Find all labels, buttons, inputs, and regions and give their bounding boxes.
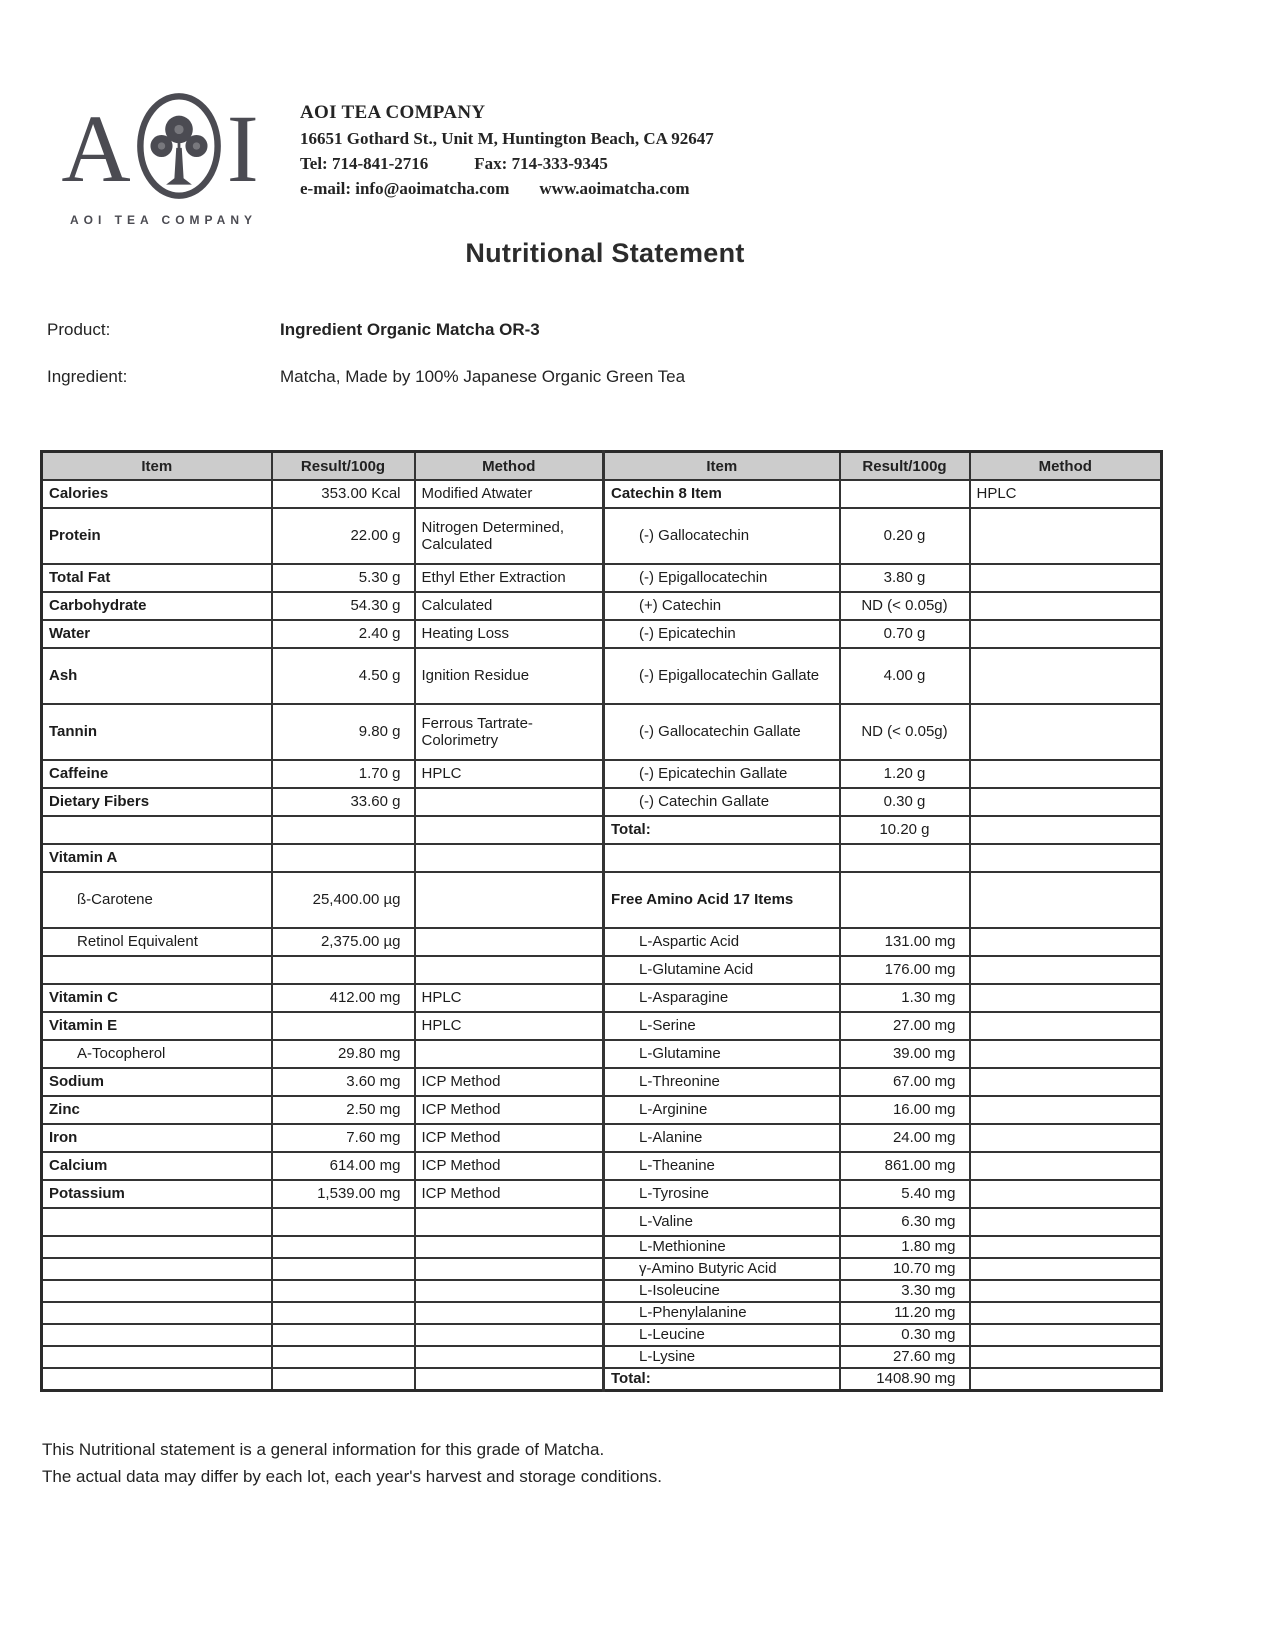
item-cell: (-) Catechin Gallate [604,788,840,816]
method-cell [970,788,1162,816]
method-cell [970,1258,1162,1280]
table-row [42,1096,1162,1124]
result-cell [272,1346,415,1368]
item-cell: Retinol Equivalent [42,928,272,956]
result-cell: 2.50 mg [272,1096,415,1124]
result-cell: 10.70 mg [840,1258,970,1280]
item-cell: Potassium [42,1180,272,1208]
column-header-result-right: Result/100g [840,452,970,481]
table-row [42,844,1162,872]
table-row [42,592,1162,620]
method-cell [970,564,1162,592]
ingredient-row [47,367,685,387]
result-cell [272,1258,415,1280]
method-cell: HPLC [415,984,604,1012]
item-cell [42,816,272,844]
item-cell: Tannin [42,704,272,760]
product-row [47,320,540,340]
item-cell: Total Fat [42,564,272,592]
result-cell: 11.20 mg [840,1302,970,1324]
item-cell: Ash [42,648,272,704]
method-cell: ICP Method [415,1152,604,1180]
result-cell [272,1324,415,1346]
table-row [42,1152,1162,1180]
item-cell [42,1368,272,1390]
result-cell: 39.00 mg [840,1040,970,1068]
result-cell [840,872,970,928]
result-cell [840,480,970,508]
method-cell [415,1368,604,1390]
method-cell [415,1280,604,1302]
table-row [42,760,1162,788]
result-cell [272,1280,415,1302]
company-website: www.aoimatcha.com [539,179,690,198]
result-cell: 0.30 mg [840,1324,970,1346]
item-cell: L-Isoleucine [604,1280,840,1302]
company-tel: Tel: 714-841-2716 [300,154,429,173]
method-cell [415,1040,604,1068]
result-cell [272,1012,415,1040]
result-cell: 5.30 g [272,564,415,592]
item-cell: Vitamin C [42,984,272,1012]
table-header-row [42,452,1162,481]
result-cell: 176.00 mg [840,956,970,984]
tree-in-oval-icon [133,90,225,207]
item-cell [42,1324,272,1346]
table-row [42,1324,1162,1346]
result-cell: 4.00 g [840,648,970,704]
result-cell: 0.70 g [840,620,970,648]
result-cell [840,844,970,872]
item-cell: L-Leucine [604,1324,840,1346]
result-cell: 27.60 mg [840,1346,970,1368]
result-cell: 1.70 g [272,760,415,788]
item-cell: (-) Epigallocatechin [604,564,840,592]
product-label: Product: [47,320,111,339]
method-cell [970,1324,1162,1346]
ingredient-value: Matcha, Made by 100% Japanese Organic Green Tea [280,367,686,386]
nutrition-table [40,450,1163,1392]
method-cell [970,816,1162,844]
item-cell: Calcium [42,1152,272,1180]
item-cell [42,1258,272,1280]
column-header-item-right: Item [604,452,840,481]
method-cell [415,1208,604,1236]
method-cell [970,1040,1162,1068]
footer-line-2: The actual data may differ by each lot, each year's harvest and storage conditions. [42,1467,663,1487]
method-cell [970,1346,1162,1368]
result-cell: 3.30 mg [840,1280,970,1302]
result-cell: 5.40 mg [840,1180,970,1208]
result-cell: 614.00 mg [272,1152,415,1180]
method-cell [970,1280,1162,1302]
item-cell: Caffeine [42,760,272,788]
result-cell: 4.50 g [272,648,415,704]
item-cell: Water [42,620,272,648]
column-header-result-left: Result/100g [272,452,415,481]
item-cell: L-Arginine [604,1096,840,1124]
method-cell [970,844,1162,872]
item-cell: Total: [604,1368,840,1390]
item-cell: L-Aspartic Acid [604,928,840,956]
table-row [42,480,1162,508]
method-cell: ICP Method [415,1124,604,1152]
result-cell: 67.00 mg [840,1068,970,1096]
method-cell [970,1152,1162,1180]
result-cell: 10.20 g [840,816,970,844]
method-cell [970,872,1162,928]
result-cell: ND (< 0.05g) [840,704,970,760]
column-header-item-left: Item [42,452,272,481]
result-cell [272,844,415,872]
result-cell: 24.00 mg [840,1124,970,1152]
result-cell: 54.30 g [272,592,415,620]
table-row [42,1258,1162,1280]
item-cell: Zinc [42,1096,272,1124]
item-cell: L-Asparagine [604,984,840,1012]
method-cell [970,1124,1162,1152]
item-cell [42,956,272,984]
method-cell: ICP Method [415,1096,604,1124]
item-cell: Free Amino Acid 17 Items [604,872,840,928]
item-cell: Dietary Fibers [42,788,272,816]
table-row [42,1068,1162,1096]
item-cell: A-Tocopherol [42,1040,272,1068]
column-header-method-left: Method [415,452,604,481]
item-cell: L-Methionine [604,1236,840,1258]
item-cell: (-) Epigallocatechin Gallate [604,648,840,704]
method-cell: HPLC [415,1012,604,1040]
method-cell: ICP Method [415,1068,604,1096]
method-cell [415,928,604,956]
result-cell: 2,375.00 µg [272,928,415,956]
logo-letter-a: A [61,94,131,202]
table-row [42,1180,1162,1208]
item-cell: L-Tyrosine [604,1180,840,1208]
result-cell [272,956,415,984]
table-row [42,872,1162,928]
result-cell [272,1302,415,1324]
method-cell [415,872,604,928]
method-cell [970,928,1162,956]
method-cell [415,956,604,984]
result-cell: 27.00 mg [840,1012,970,1040]
aoi-logo [61,90,259,227]
method-cell: Heating Loss [415,620,604,648]
ingredient-label: Ingredient: [47,367,128,386]
method-cell [415,1346,604,1368]
method-cell: Ferrous Tartrate-Colorimetry [415,704,604,760]
item-cell [42,1236,272,1258]
result-cell: 861.00 mg [840,1152,970,1180]
table-row [42,788,1162,816]
method-cell [970,760,1162,788]
table-row [42,984,1162,1012]
method-cell: HPLC [970,480,1162,508]
table-row [42,508,1162,564]
item-cell: (-) Epicatechin Gallate [604,760,840,788]
item-cell: Vitamin A [42,844,272,872]
result-cell: 1408.90 mg [840,1368,970,1390]
item-cell: L-Alanine [604,1124,840,1152]
company-email: e-mail: info@aoimatcha.com [300,179,510,198]
table-row [42,648,1162,704]
table-row [42,1280,1162,1302]
result-cell: 1,539.00 mg [272,1180,415,1208]
method-cell [970,508,1162,564]
item-cell: Calories [42,480,272,508]
result-cell: 25,400.00 µg [272,872,415,928]
result-cell: 353.00 Kcal [272,480,415,508]
method-cell [970,1096,1162,1124]
method-cell [970,1368,1162,1390]
result-cell: 1.80 mg [840,1236,970,1258]
method-cell [415,788,604,816]
table-row [42,816,1162,844]
item-cell: (+) Catechin [604,592,840,620]
result-cell [272,1208,415,1236]
result-cell: 1.20 g [840,760,970,788]
result-cell [272,816,415,844]
item-cell: Catechin 8 Item [604,480,840,508]
item-cell [42,1280,272,1302]
table-row [42,1346,1162,1368]
item-cell: Total: [604,816,840,844]
result-cell: 0.20 g [840,508,970,564]
method-cell [415,1236,604,1258]
item-cell [42,1346,272,1368]
method-cell: Modified Atwater [415,480,604,508]
item-cell [42,1208,272,1236]
item-cell: Carbohydrate [42,592,272,620]
item-cell: Vitamin E [42,1012,272,1040]
method-cell [415,1324,604,1346]
company-contact-line [300,179,714,199]
page-title: Nutritional Statement [465,238,745,268]
method-cell: Calculated [415,592,604,620]
result-cell: 2.40 g [272,620,415,648]
result-cell: 29.80 mg [272,1040,415,1068]
table-row [42,956,1162,984]
result-cell: 1.30 mg [840,984,970,1012]
company-fax: Fax: 714-333-9345 [474,154,608,173]
item-cell: L-Threonine [604,1068,840,1096]
table-row [42,564,1162,592]
item-cell [42,1302,272,1324]
logo-mark [61,90,259,207]
method-cell [415,1258,604,1280]
item-cell: Protein [42,508,272,564]
result-cell: 7.60 mg [272,1124,415,1152]
result-cell: 33.60 g [272,788,415,816]
method-cell [970,620,1162,648]
method-cell [970,1236,1162,1258]
item-cell [604,844,840,872]
method-cell [970,956,1162,984]
result-cell: 6.30 mg [840,1208,970,1236]
method-cell [415,1302,604,1324]
result-cell: 22.00 g [272,508,415,564]
item-cell: L-Valine [604,1208,840,1236]
result-cell: 16.00 mg [840,1096,970,1124]
result-cell: 9.80 g [272,704,415,760]
method-cell [415,816,604,844]
method-cell: Nitrogen Determined, Calculated [415,508,604,564]
table-row [42,1012,1162,1040]
item-cell: L-Serine [604,1012,840,1040]
item-cell: L-Glutamine [604,1040,840,1068]
column-header-method-right: Method [970,452,1162,481]
logo-caption: AOI TEA COMPANY [70,213,258,227]
table-row [42,928,1162,956]
result-cell: 3.80 g [840,564,970,592]
method-cell [970,1012,1162,1040]
item-cell: (-) Epicatechin [604,620,840,648]
letterhead [61,90,714,227]
method-cell: Ignition Residue [415,648,604,704]
company-address: 16651 Gothard St., Unit M, Huntington Beach, CA 92647 [300,129,714,148]
company-info [300,90,714,227]
result-cell: 0.30 g [840,788,970,816]
table-row [42,620,1162,648]
logo-letter-i: I [226,94,259,202]
table-row [42,704,1162,760]
product-value: Ingredient Organic Matcha OR-3 [280,320,540,339]
method-cell [415,844,604,872]
result-cell [272,1368,415,1390]
item-cell: (-) Gallocatechin Gallate [604,704,840,760]
method-cell [970,1068,1162,1096]
table-row [42,1236,1162,1258]
result-cell: 3.60 mg [272,1068,415,1096]
result-cell [272,1236,415,1258]
method-cell: Ethyl Ether Extraction [415,564,604,592]
item-cell: (-) Gallocatechin [604,508,840,564]
table-row [42,1302,1162,1324]
footer-note [42,1436,662,1490]
method-cell [970,984,1162,1012]
table-row [42,1208,1162,1236]
method-cell [970,592,1162,620]
table-row [42,1368,1162,1390]
item-cell: L-Glutamine Acid [604,956,840,984]
company-phone-line [300,154,714,174]
item-cell: Iron [42,1124,272,1152]
method-cell: ICP Method [415,1180,604,1208]
result-cell: 131.00 mg [840,928,970,956]
method-cell: HPLC [415,760,604,788]
item-cell: ß-Carotene [42,872,272,928]
method-cell [970,1302,1162,1324]
item-cell: L-Lysine [604,1346,840,1368]
company-name: AOI TEA COMPANY [300,102,486,123]
item-cell: Sodium [42,1068,272,1096]
result-cell: ND (< 0.05g) [840,592,970,620]
footer-line-1: This Nutritional statement is a general information for this grade of Matcha. [42,1440,605,1459]
table-row [42,1124,1162,1152]
table-row [42,1040,1162,1068]
method-cell [970,1180,1162,1208]
result-cell: 412.00 mg [272,984,415,1012]
item-cell: L-Phenylalanine [604,1302,840,1324]
method-cell [970,648,1162,704]
item-cell: γ-Amino Butyric Acid [604,1258,840,1280]
method-cell [970,704,1162,760]
method-cell [970,1208,1162,1236]
item-cell: L-Theanine [604,1152,840,1180]
